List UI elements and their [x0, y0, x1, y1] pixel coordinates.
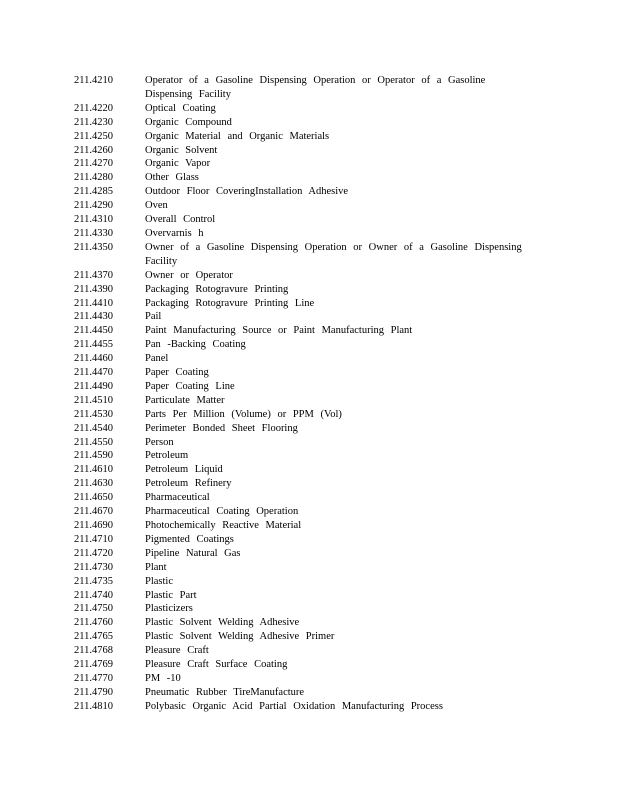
- defined-term: Person: [145, 436, 174, 448]
- definition-entry: [74, 547, 544, 561]
- section-number: 211.4540: [74, 422, 113, 434]
- definition-entry: [74, 74, 544, 102]
- section-number: 211.4280: [74, 172, 113, 184]
- definition-entry: [74, 519, 544, 533]
- section-number: 211.4310: [74, 214, 113, 226]
- section-number: 211.4650: [74, 492, 113, 504]
- defined-term: Pan -Backing Coating: [145, 339, 246, 351]
- defined-term: Owner of a Gasoline Dispensing Operation or Owner of a Gasoline Dispensing Facility: [145, 241, 522, 267]
- definition-entry: [74, 602, 544, 616]
- section-number: 211.4720: [74, 547, 113, 559]
- section-number: 211.4750: [74, 603, 113, 615]
- defined-term: Panel: [145, 353, 169, 365]
- definition-entry: [74, 324, 544, 338]
- defined-term: Pleasure Craft Surface Coating: [145, 659, 288, 671]
- defined-term: Pneumatic Rubber TireManufacture: [145, 686, 305, 698]
- definition-entry: [74, 102, 544, 116]
- definition-entry: [74, 589, 544, 603]
- section-number: 211.4530: [74, 408, 113, 420]
- defined-term: Plastic Part: [145, 589, 197, 601]
- section-number: 211.4610: [74, 464, 113, 476]
- defined-term: Packaging Rotogravure Printing Line: [145, 297, 315, 309]
- section-number: 211.4285: [74, 186, 113, 198]
- section-number: 211.4270: [74, 158, 113, 170]
- definition-entry: [74, 630, 544, 644]
- definition-entry: [74, 144, 544, 158]
- section-number: 211.4550: [74, 436, 113, 448]
- section-number: 211.4765: [74, 631, 113, 643]
- section-number: 211.4430: [74, 311, 113, 323]
- defined-term: Plastic: [145, 575, 173, 587]
- defined-term: Parts Per Million (Volume) or PPM (Vol): [145, 408, 342, 420]
- defined-term: Pipeline Natural Gas: [145, 547, 241, 559]
- definition-entry: [74, 116, 544, 130]
- definition-entry: [74, 672, 544, 686]
- definition-entry: [74, 352, 544, 366]
- definition-entry: [74, 310, 544, 324]
- section-number: 211.4220: [74, 102, 113, 114]
- section-number: 211.4290: [74, 200, 113, 212]
- definition-entry: [74, 436, 544, 450]
- definition-entry: [74, 658, 544, 672]
- definition-entry: [74, 380, 544, 394]
- defined-term: Polybasic Organic Acid Partial Oxidation Manufacturing Process: [145, 700, 443, 712]
- definition-entry: [74, 491, 544, 505]
- definition-entry: [74, 394, 544, 408]
- definition-entry: [74, 297, 544, 311]
- section-number: 211.4735: [74, 575, 113, 587]
- section-number: 211.4460: [74, 353, 113, 365]
- defined-term: Plant: [145, 561, 167, 573]
- definition-entry: [74, 283, 544, 297]
- section-number: 211.4630: [74, 478, 113, 490]
- section-number: 211.4450: [74, 325, 113, 337]
- definition-entry: [74, 185, 544, 199]
- definition-entry: [74, 199, 544, 213]
- defined-term: Pigmented Coatings: [145, 533, 234, 545]
- defined-term: Oven: [145, 200, 168, 212]
- section-number: 211.4670: [74, 506, 113, 518]
- defined-term: PM -10: [145, 672, 181, 684]
- section-number: 211.4490: [74, 380, 113, 392]
- section-number: 211.4455: [74, 339, 113, 351]
- defined-term: Paper Coating Line: [145, 380, 235, 392]
- defined-term: Petroleum Refinery: [145, 478, 232, 490]
- section-number: 211.4470: [74, 367, 113, 379]
- definition-entry: [74, 463, 544, 477]
- section-number: 211.4390: [74, 283, 113, 295]
- section-number: 211.4260: [74, 144, 113, 156]
- definition-entry: [74, 408, 544, 422]
- definition-entry: [74, 422, 544, 436]
- section-number: 211.4690: [74, 520, 113, 531]
- defined-term: Plastic Solvent Welding Adhesive: [145, 617, 300, 629]
- definition-entry: [74, 575, 544, 589]
- defined-term: Optical Coating: [145, 102, 216, 114]
- defined-term: Paint Manufacturing Source or Paint Manufacturing Plant: [145, 325, 413, 337]
- section-number: 211.4810: [74, 700, 113, 712]
- definition-entry: [74, 227, 544, 241]
- defined-term: Organic Material and Organic Materials: [145, 130, 330, 142]
- section-number: 211.4768: [74, 645, 113, 657]
- defined-term: Petroleum: [145, 450, 189, 462]
- section-number: 211.4590: [74, 450, 113, 462]
- defined-term: Petroleum Liquid: [145, 464, 223, 476]
- section-number: 211.4790: [74, 686, 113, 698]
- section-number: 211.4710: [74, 533, 113, 545]
- section-number: 211.4730: [74, 561, 113, 573]
- section-number: 211.4210: [74, 75, 113, 86]
- definition-entry: [74, 338, 544, 352]
- defined-term: Paper Coating: [145, 367, 209, 379]
- defined-term: Particulate Matter: [145, 394, 225, 406]
- definition-entry: [74, 561, 544, 575]
- defined-term: Photochemically Reactive Material: [145, 520, 302, 531]
- defined-term: Pleasure Craft: [145, 645, 209, 657]
- section-number: 211.4769: [74, 659, 113, 671]
- definition-entry: [74, 213, 544, 227]
- definition-entry: [74, 700, 544, 714]
- section-number: 211.4230: [74, 116, 113, 128]
- definition-entry: [74, 157, 544, 171]
- section-number: 211.4250: [74, 130, 113, 142]
- definition-entry: [74, 269, 544, 283]
- definition-entry: [74, 533, 544, 547]
- defined-term: Plasticizers: [145, 603, 193, 615]
- defined-term: Pharmaceutical Coating Operation: [145, 506, 299, 518]
- section-number: 211.4370: [74, 269, 113, 281]
- defined-term: Operator of a Gasoline Dispensing Operation or Operator of a Gasoline Dispensing Facility: [145, 75, 486, 100]
- defined-term: Organic Solvent: [145, 144, 218, 156]
- definition-entry: [74, 241, 544, 269]
- section-number: 211.4510: [74, 394, 113, 406]
- defined-term: Pharmaceutical: [145, 492, 210, 504]
- defined-term: Plastic Solvent Welding Adhesive Primer: [145, 631, 335, 643]
- definition-entry: [74, 644, 544, 658]
- definition-entry: [74, 366, 544, 380]
- defined-term: Organic Vapor: [145, 158, 211, 170]
- defined-term: Other Glass: [145, 172, 199, 184]
- definition-entry: [74, 477, 544, 491]
- section-number: 211.4330: [74, 227, 113, 239]
- defined-term: Organic Compound: [145, 116, 232, 128]
- defined-term: Owner or Operator: [145, 269, 233, 281]
- definition-entry: [74, 171, 544, 185]
- definition-entry: [74, 505, 544, 519]
- defined-term: Overall Control: [145, 214, 216, 226]
- definition-entry: [74, 616, 544, 630]
- section-number: 211.4770: [74, 672, 113, 684]
- defined-term: Outdoor Floor CoveringInstallation Adhesive: [145, 186, 349, 198]
- section-number: 211.4350: [74, 241, 113, 253]
- definitions-index-list: [74, 74, 544, 714]
- section-number: 211.4740: [74, 589, 113, 601]
- definition-entry: [74, 449, 544, 463]
- section-number: 211.4410: [74, 297, 113, 309]
- defined-term: Overvarnis h: [145, 227, 204, 239]
- definition-entry: [74, 130, 544, 144]
- defined-term: Pail: [145, 311, 162, 323]
- section-number: 211.4760: [74, 617, 113, 629]
- defined-term: Perimeter Bonded Sheet Flooring: [145, 422, 298, 434]
- definition-entry: [74, 686, 544, 700]
- defined-term: Packaging Rotogravure Printing: [145, 283, 289, 295]
